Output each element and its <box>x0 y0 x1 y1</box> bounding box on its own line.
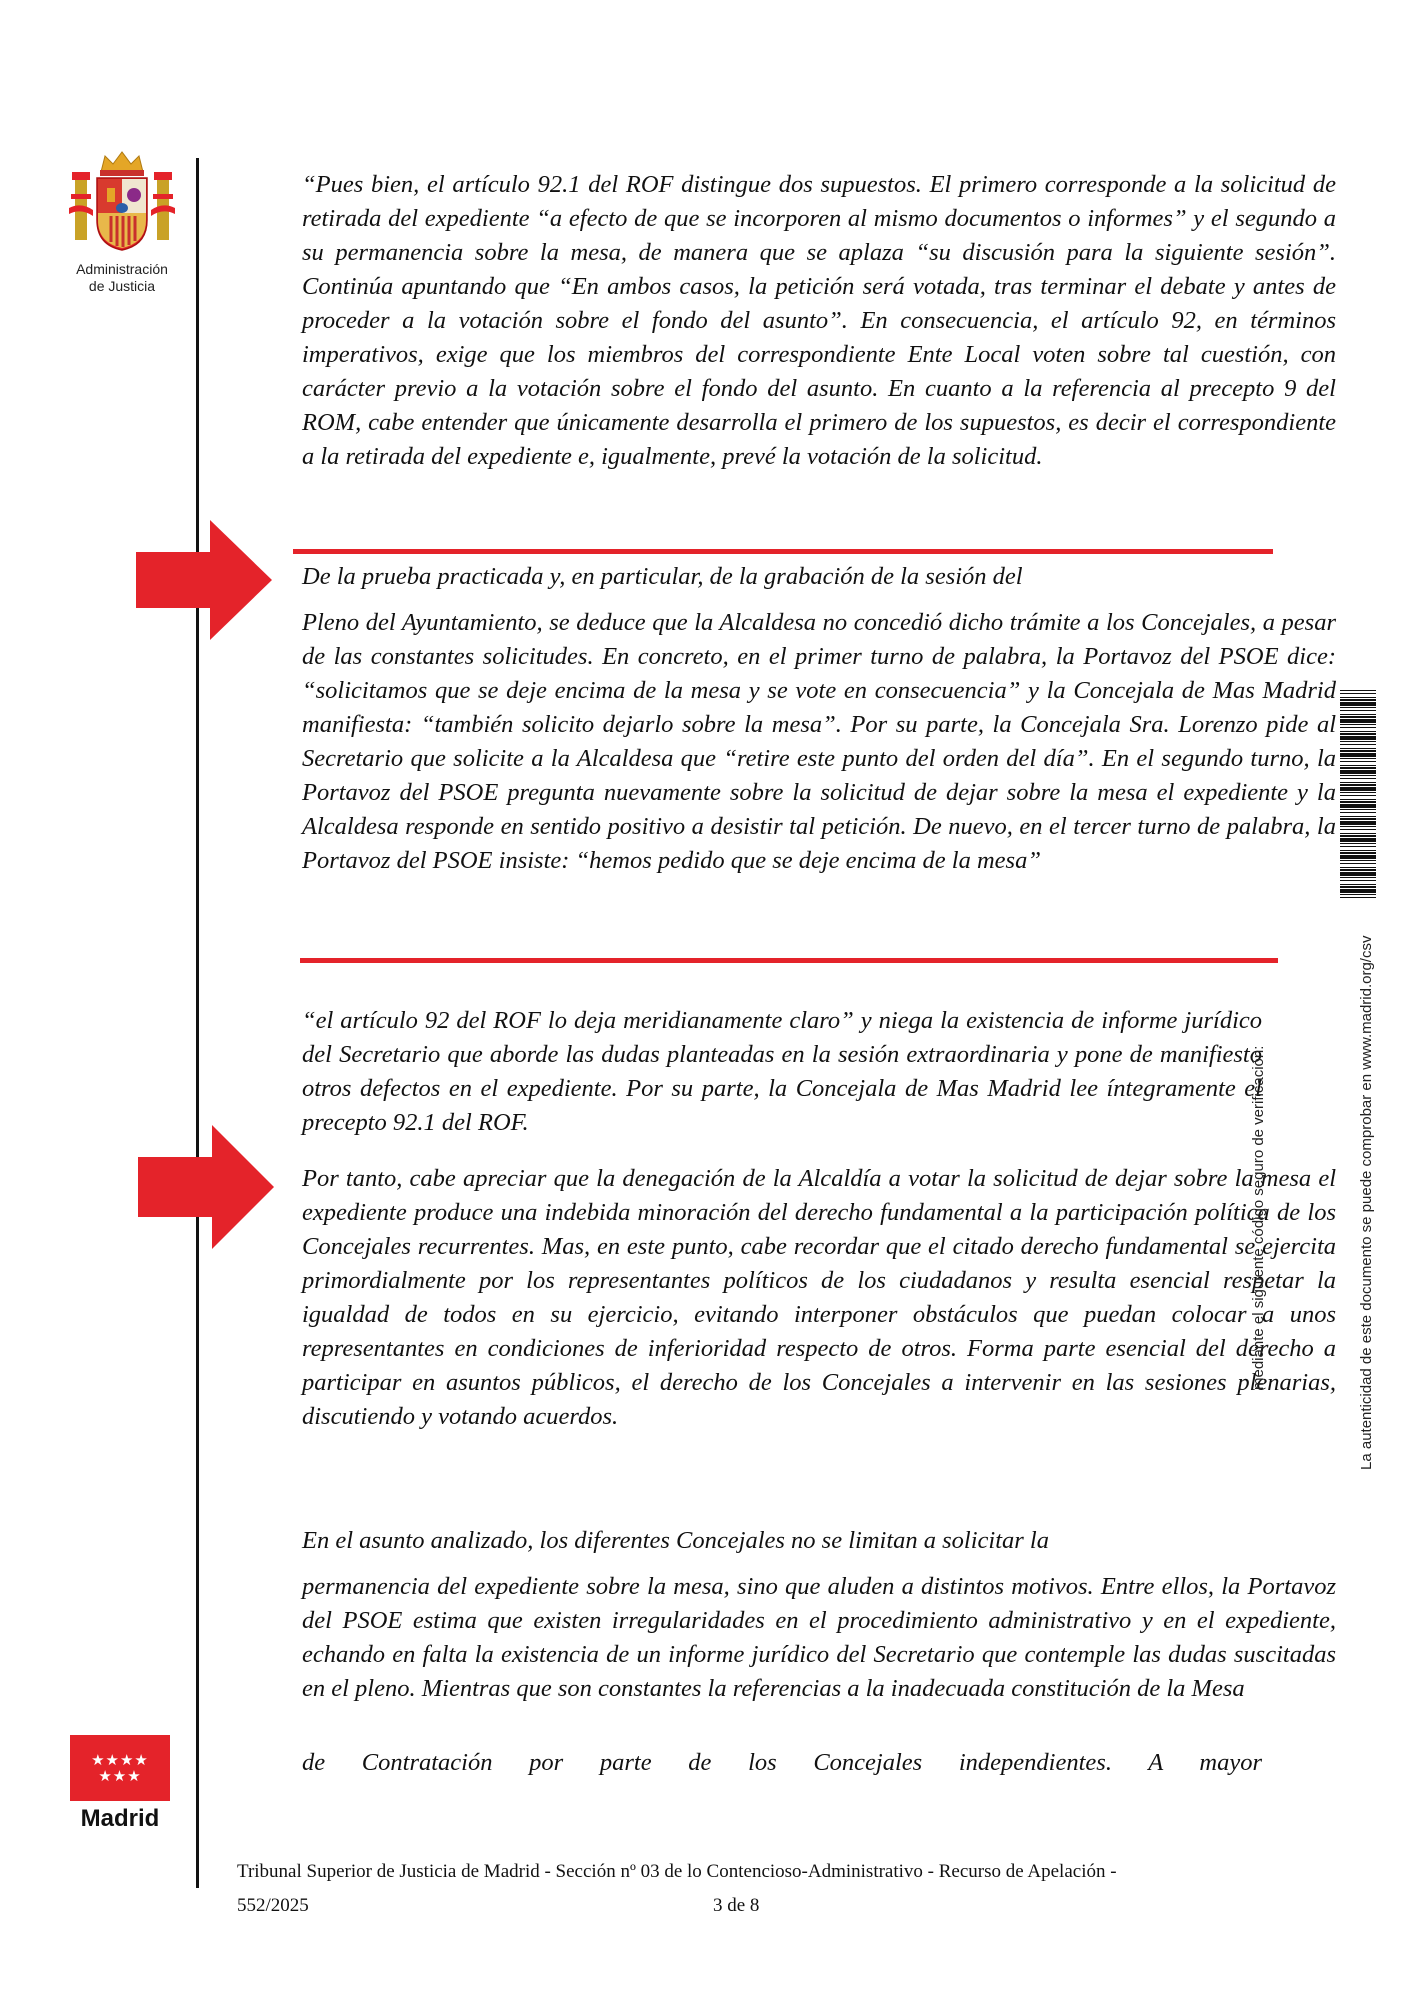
footer-case-number: 552/2025 <box>237 1895 309 1916</box>
madrid-logo <box>70 1735 170 1833</box>
paragraph-conclusion: Por tanto, cabe apreciar que la denegación de la Alcaldía a votar la solicitud de dejar sobre la mesa el expediente produce una indebida minoración del derecho fundamental a la participación política de los Concejales recurrentes. Mas, en este punto, cabe recordar que el citado derecho fundamental se ejercita primordialmente por los representantes políticos de los ciudadanos y resulta esencial respetar la igualdad de todos en su ejercicio, evitando interponer obstáculos que puedan colocar a unos representantes en condiciones de inferioridad respecto de otros. Forma parte esencial del derecho a participar en asuntos públicos, el derecho de los Concejales a intervenir en las sesiones plenarias, discutiendo y votando acuerdos. <box>302 1165 1336 1430</box>
paragraph-rof-quote: “Pues bien, el artículo 92.1 del ROF distingue dos supuestos. El primero corresponde a la solicitud de retirada del expediente “a efecto de que se incorporen al mismo documentos o informes” y el segundo a su permanencia sobre la mesa, de manera que se aplaza “su discusión para la siguiente sesión”. Continúa apuntando que “En ambos casos, la petición será votada, tras terminar el debate y antes de proceder a la votación sobre el fondo del asunto”. En consecuencia, el artículo 92, en términos imperativos, exige que los miembros del correspondiente Ente Local voten sobre tal cuestión, con carácter previo a la votación sobre el fondo del asunto. En cuanto a la referencia al precepto 9 del ROM, cabe entender que únicamente desarrolla el primero de los supuestos, es decir el correspondiente a la retirada del expediente e, igualmente, prevé la votación de la solicitud. <box>302 171 1336 470</box>
paragraph-analysis-detail: permanencia del expediente sobre la mesa, sino que aluden a distintos motivos. Entre ellos, la Portavoz del PSOE estima que existen irregularidades en el procedimiento administrativo y en el expediente, echando en falta la existencia de un informe jurídico del Secretario que contemple las dudas suscitadas en el pleno. Mientras que son constantes la referencias a la inadecuada constitución de la Mesa <box>302 1573 1336 1702</box>
paragraph-analysis-intro: En el asunto analizado, los diferentes Concejales no se limitan a solicitar la <box>302 1527 1049 1554</box>
madrid-flag <box>70 1735 170 1801</box>
red-arrow-icon <box>136 520 272 640</box>
logo-label-line2: de Justicia <box>88 278 156 294</box>
paragraph-evidence-intro: De la prueba practicada y, en particular, de la grabación de la sesión del <box>302 563 1023 590</box>
barcode-icon <box>1340 690 1376 900</box>
stars-row-2: ★★★ <box>98 1767 142 1785</box>
verification-code-text: mediante el siguiente código seguro de verificación: <box>1250 1045 1267 1390</box>
paragraph-evidence-detail: Pleno del Ayuntamiento, se deduce que la Alcaldesa no concedió dicho trámite a los Concejales, a pesar de las constantes solicitudes. En concreto, en el primer turno de palabra, la Portavoz del PSOE dice: “solicitamos que se deje encima de la mesa y se vote en consecuencia” y la Concejala de Mas Madrid manifiesta: “también solicito dejarlo sobre la mesa”. Por su parte, la Concejala Sra. Lorenzo pide al Secretario que solicite a la Alcaldesa que “retire este punto del orden del día”. En el segundo turno, la Portavoz del PSOE pregunta nuevamente sobre la solicitud de dejar sobre la mesa el expediente y la Alcaldesa responde en sentido positivo a desistir tal petición. De nuevo, en el tercer turno de palabra, la Portavoz del PSOE insiste: “hemos pedido que se deje encima de la mesa” <box>302 609 1336 874</box>
logo-label-line1: Administración <box>76 261 168 277</box>
page-footer <box>237 1855 1237 1923</box>
paragraph-rof-article: “el artículo 92 del ROF lo deja meridianamente claro” y niega la existencia de informe jurídico del Secretario que aborde las dudas planteadas en la sesión extraordinaria y pone de manifiesto otros defectos en el expediente. Por su parte, la Concejala de Mas Madrid lee íntegramente el precepto 92.1 del ROF. <box>302 1007 1262 1136</box>
stars-row-1: ★★★★ <box>91 1751 149 1769</box>
footer-line-2 <box>237 1889 1237 1923</box>
coat-of-arms-icon <box>67 150 177 255</box>
footer-court-line: Tribunal Superior de Justicia de Madrid - Sección nº 03 de lo Contencioso-Administrativo - Recurso de Apelación - <box>237 1861 1117 1882</box>
paragraph-continuation: de Contratación por parte de los Concejales independientes. A mayor <box>302 1749 1262 1776</box>
madrid-label: Madrid <box>80 1805 160 1832</box>
left-vertical-rule <box>196 158 199 1888</box>
highlight-line-top-1 <box>293 549 1273 554</box>
highlight-line-bottom-1 <box>300 958 1278 963</box>
footer-page-number: 3 de 8 <box>713 1895 760 1916</box>
justice-administration-logo <box>62 150 182 295</box>
authenticity-text: La autenticidad de este documento se puede comprobar en www.madrid.org/csv <box>1358 935 1375 1470</box>
red-arrow-icon <box>138 1125 274 1249</box>
